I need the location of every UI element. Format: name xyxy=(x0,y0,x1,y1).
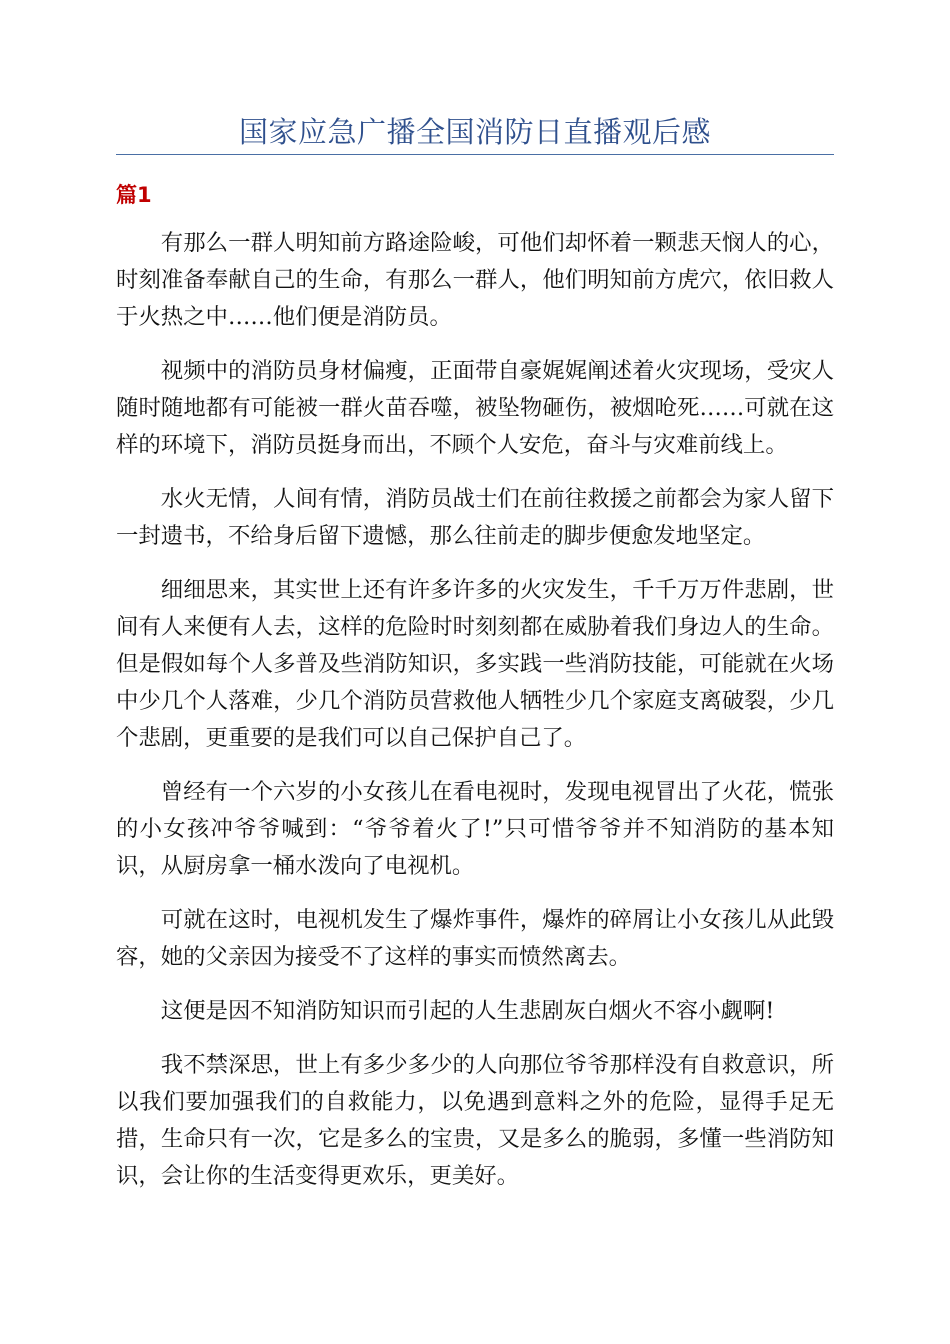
paragraph: 曾经有一个六岁的小女孩儿在看电视时，发现电视冒出了火花，慌张的小女孩冲爷爷喊到：“爷爷着火了!”只可惜爷爷并不知消防的基本知识，从厨房拿一桶水泼向了电视机。 xyxy=(116,779,834,879)
paragraph: 细细思来，其实世上还有许多许多的火灾发生，千千万万件悲剧，世间有人来便有人去，这样的危险时时刻刻都在威胁着我们身边人的生命。但是假如每个人多普及些消防知识，多实践一些消防技能，可能就在火场中少几个人落难，少几个消防员营救他人牺牲少几个家庭支离破裂，少几个悲剧，更重要的是我们可以自己保护自己了。 xyxy=(116,577,834,751)
paragraph: 有那么一群人明知前方路途险峻，可他们却怀着一颗悲天悯人的心，时刻准备奉献自己的生命，有那么一群人，他们明知前方虎穴，依旧救人于火热之中……他们便是消防员。 xyxy=(116,230,834,330)
paragraph: 水火无情，人间有情，消防员战士们在前往救援之前都会为家人留下一封遗书，不给身后留下遗憾，那么往前走的脚步便愈发地坚定。 xyxy=(116,486,834,549)
paragraph: 我不禁深思，世上有多少多少的人向那位爷爷那样没有自救意识，所以我们要加强我们的自救能力，以免遇到意料之外的危险，显得手足无措，生命只有一次，它是多么的宝贵，又是多么的脆弱，多懂一些消防知识，会让你的生活变得更欢乐，更美好。 xyxy=(116,1052,834,1189)
paragraph: 这便是因不知消防知识而引起的人生悲剧灰白烟火不容小觑啊! xyxy=(160,998,775,1024)
document-title: 国家应急广播全国消防日直播观后感 xyxy=(238,115,711,149)
paragraph: 可就在这时，电视机发生了爆炸事件，爆炸的碎屑让小女孩儿从此毁容，她的父亲因为接受不了这样的事实而愤然离去。 xyxy=(116,907,834,970)
paragraph: 视频中的消防员身材偏瘦，正面带自豪娓娓阐述着火灾现场，受灾人随时随地都有可能被一群火苗吞噬，被坠物砸伤，被烟呛死……可就在这样的环境下，消防员挺身而出，不顾个人安危，奋斗与灾难前线上。 xyxy=(116,358,834,458)
section-heading: 篇1 xyxy=(116,183,152,207)
article-body xyxy=(116,225,834,1212)
title-underline-rule xyxy=(116,154,834,155)
